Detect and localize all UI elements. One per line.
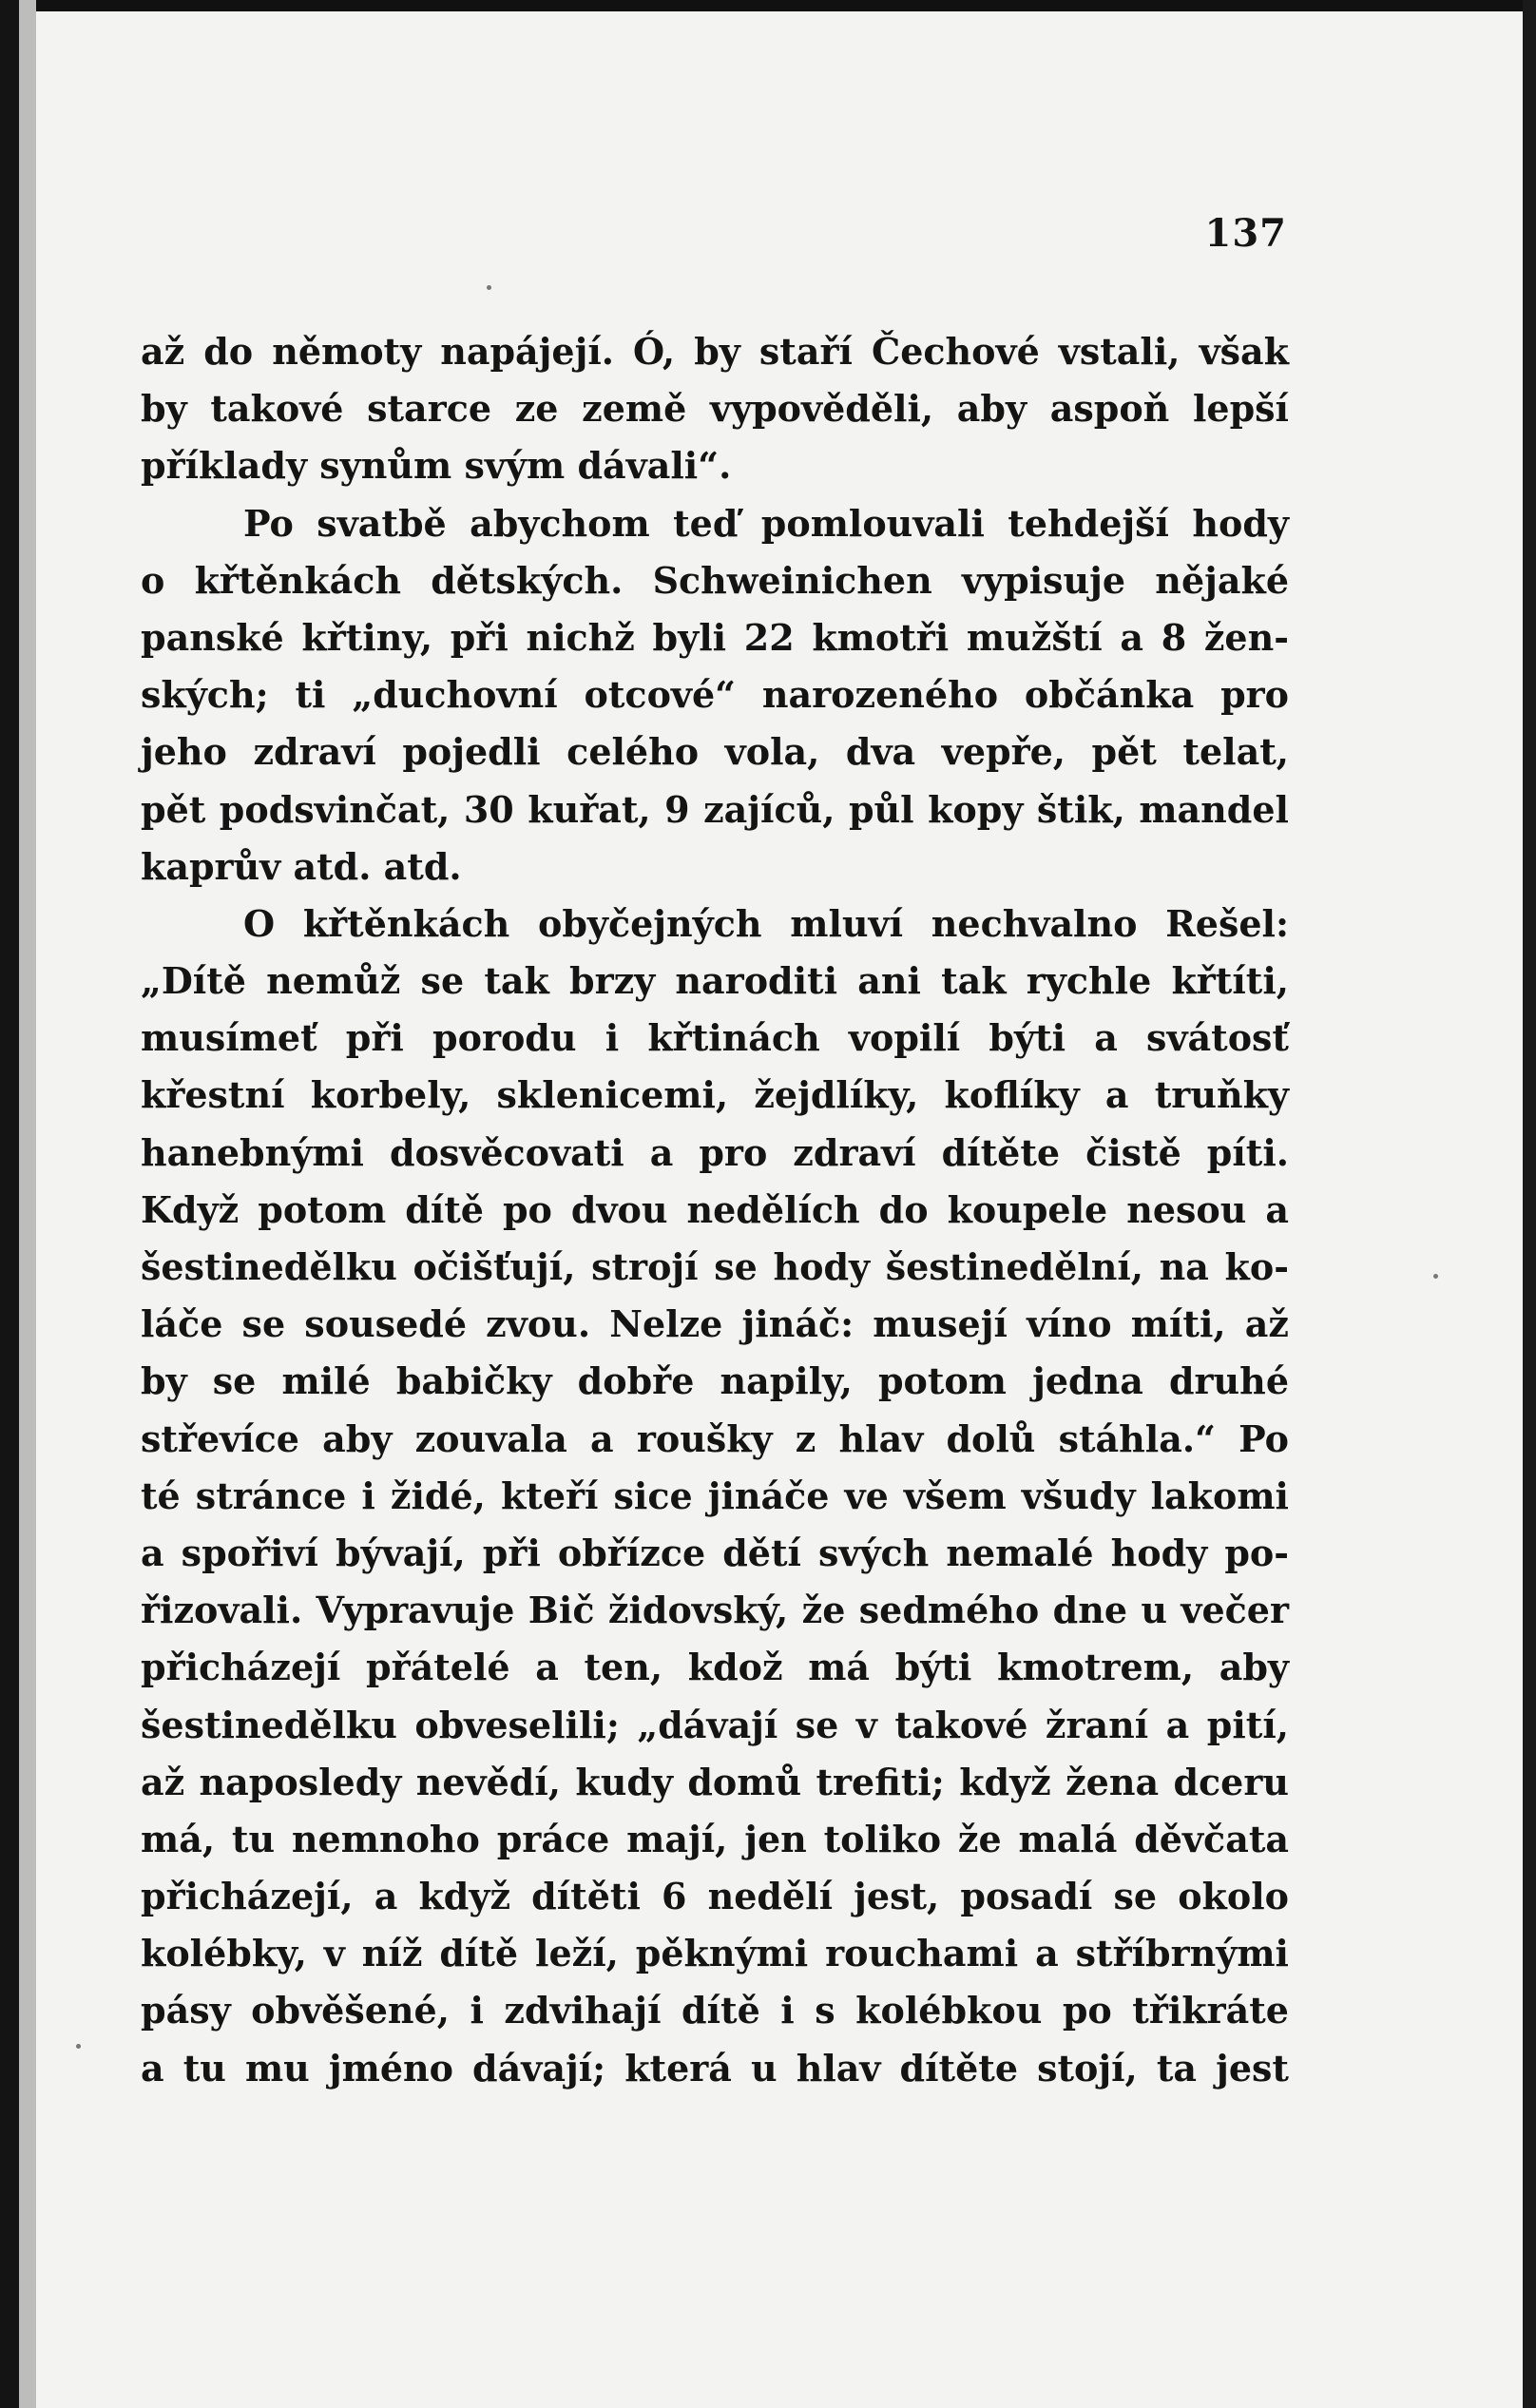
text-line: Po svatbě abychom teď pomlouvali tehdejší hody bbox=[243, 501, 1289, 545]
body-text bbox=[141, 323, 1289, 2097]
text-line: pásy obvěšené, i zdvihají dítě i s kolébkou po třikráte bbox=[141, 1989, 1289, 2032]
scan-edge-left bbox=[0, 0, 19, 2408]
text-line: hanebnými dosvěcovati a pro zdraví dítěte čistě píti. bbox=[141, 1130, 1289, 1174]
text-line: ských; ti „duchovní otcové“ narozeného občánka pro bbox=[141, 673, 1289, 717]
scan-gutter-shadow bbox=[19, 0, 36, 2408]
text-line: má, tu nemnoho práce mají, jen toliko že malá děvčata bbox=[141, 1817, 1289, 1860]
text-line: šestinedělku očišťují, strojí se hody šestinedělní, na ko- bbox=[141, 1245, 1289, 1288]
text-line: jeho zdraví pojedli celého vola, dva vepře, pět telat, bbox=[141, 730, 1289, 774]
text-line: láče se sousedé zvou. Nelze jináč: musejí víno míti, až bbox=[141, 1302, 1289, 1346]
text-line: a tu mu jméno dávají; která u hlav dítěte stojí, ta jest bbox=[141, 2046, 1289, 2090]
text-line: a spořiví bývají, při obřízce dětí svých nemalé hody po- bbox=[141, 1531, 1289, 1574]
text-line: pět podsvinčat, 30 kuřat, 9 zajíců, půl kopy štik, mandel bbox=[141, 787, 1289, 831]
text-line: příklady synům svým dávali“. bbox=[141, 444, 732, 488]
scan-speck bbox=[76, 2044, 81, 2049]
text-line: přicházejí, a když dítěti 6 nedělí jest, posadí se okolo bbox=[141, 1875, 1289, 1918]
scan-speck bbox=[1433, 1274, 1438, 1279]
text-line: té stránce i židé, kteří sice jináče ve všem všudy lakomi bbox=[141, 1474, 1289, 1517]
text-line: musímeť při porodu i křtinách vopilí býti a svátosť bbox=[141, 1016, 1289, 1060]
text-line: by se milé babičky dobře napily, potom jedna druhé bbox=[141, 1359, 1289, 1403]
text-line: kaprův atd. atd. bbox=[141, 844, 462, 888]
text-line: O křtěnkách obyčejných mluví nechvalno Rešel: bbox=[243, 901, 1289, 945]
text-line: panské křtiny, při nichž byli 22 kmotři mužští a 8 žen- bbox=[141, 615, 1289, 659]
text-line: až naposledy nevědí, kudy domů trefiti; když žena dceru bbox=[141, 1760, 1289, 1803]
text-line: až do němoty napájejí. Ó, by staří Čechové vstali, však bbox=[141, 330, 1289, 373]
text-line: Když potom dítě po dvou nedělích do koupele nesou a bbox=[141, 1187, 1289, 1231]
text-line: o křtěnkách dětských. Schweinichen vypisuje nějaké bbox=[141, 558, 1289, 602]
text-line: střevíce aby zouvala a roušky z hlav dolů stáhla.“ Po bbox=[141, 1416, 1289, 1460]
text-line: šestinedělku obveselili; „dávají se v takové žraní a pití, bbox=[141, 1703, 1289, 1746]
scan-edge-top bbox=[0, 0, 1536, 11]
text-line: řizovali. Vypravuje Bič židovský, že sedmého dne u večer bbox=[141, 1589, 1289, 1632]
scan-speck bbox=[487, 285, 491, 290]
scan-edge-right bbox=[1523, 0, 1536, 2408]
text-line: „Dítě nemůž se tak brzy naroditi ani tak rychle křtíti, bbox=[141, 959, 1289, 1003]
text-line: přicházejí přátelé a ten, kdož má býti kmotrem, aby bbox=[141, 1646, 1289, 1689]
text-line: kolébky, v níž dítě leží, pěknými rouchami a stříbrnými bbox=[141, 1932, 1289, 1975]
page-number: 137 bbox=[1204, 211, 1287, 256]
text-line: křestní korbely, sklenicemi, žejdlíky, koflíky a truňky bbox=[141, 1073, 1289, 1117]
text-line: by takové starce ze země vypověděli, aby aspoň lepší bbox=[141, 387, 1289, 431]
